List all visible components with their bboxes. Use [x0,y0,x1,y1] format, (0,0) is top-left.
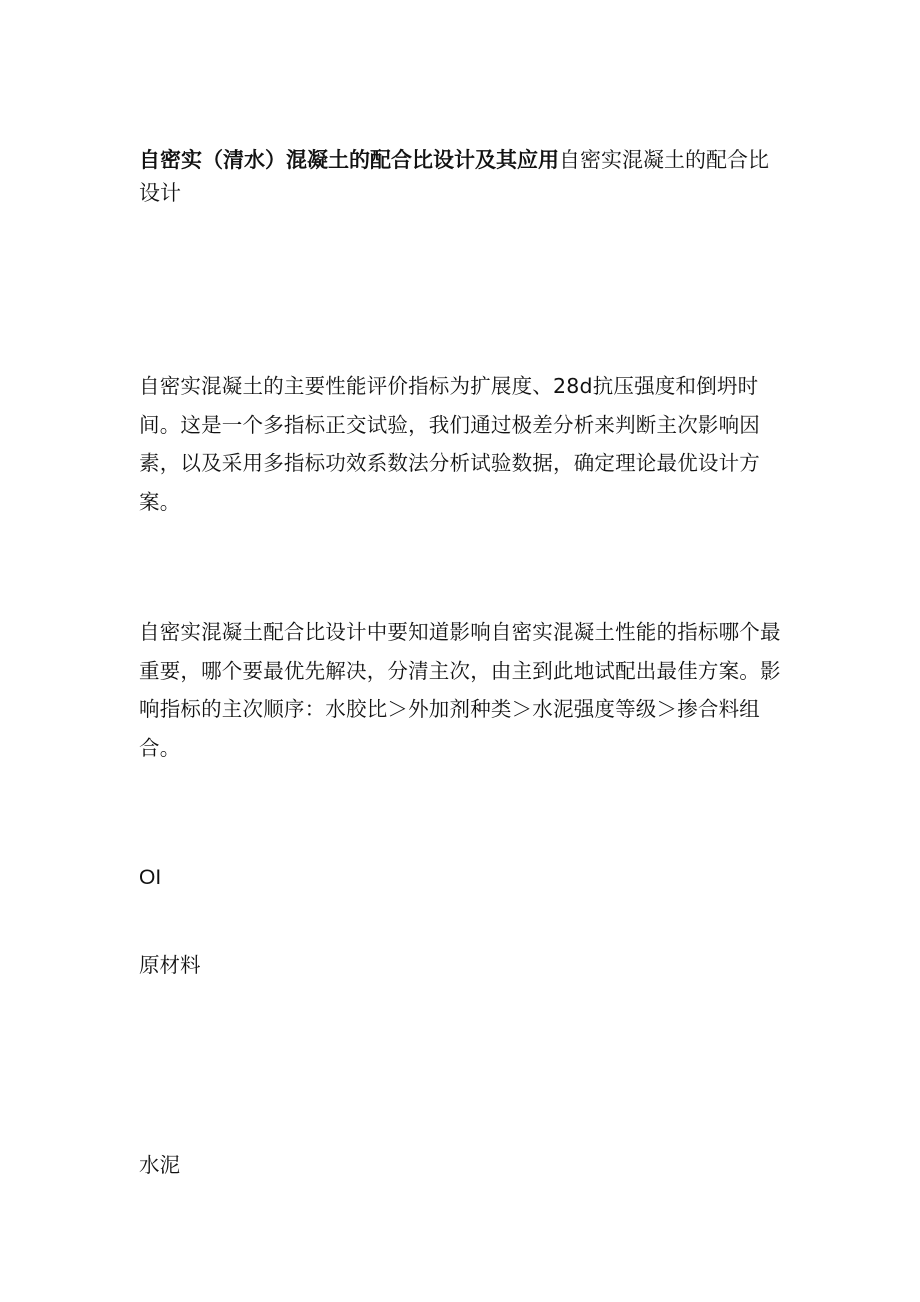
title-normal-part: 自密实混凝土的配合比设计 [139,148,769,205]
title-bold-part: 自密实（清水）混凝土的配合比设计及其应用 [139,148,559,172]
document-title [139,144,779,210]
subheading-cement: 水泥 [139,1153,180,1177]
section-marker: OI [139,866,162,889]
paragraph-mix-design-priority: 自密实混凝土配合比设计中要知道影响自密实混凝土性能的指标哪个最重要，哪个要最优先解决，分清主次，由主到此地试配出最佳方案。影响指标的主次顺序：水胶比＞外加剂种类＞水泥强度等级＞掺合料组合。 [139,620,781,760]
paragraph-performance-indicators: 自密实混凝土的主要性能评价指标为扩展度、28d抗压强度和倒坍时间。这是一个多指标正交试验，我们通过极差分析来判断主次影响因素，以及采用多指标功效系数法分析试验数据，确定理论最优设计方案。 [139,374,760,514]
section-heading-raw-materials: 原材料 [139,953,201,977]
